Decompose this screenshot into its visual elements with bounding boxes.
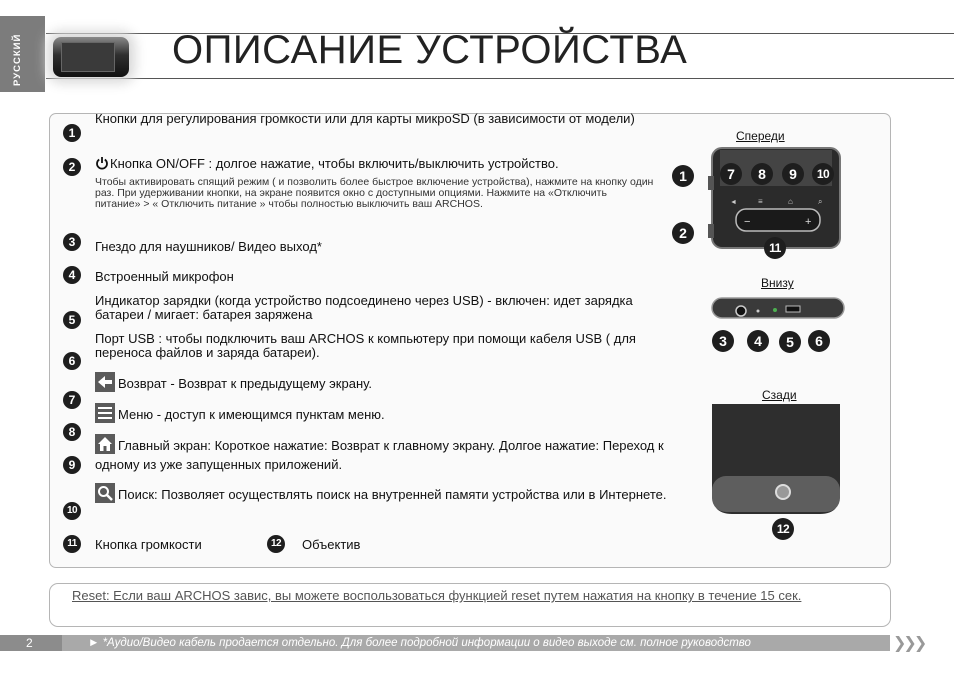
- item-text: Меню - доступ к имеющимся пунктам меню.: [95, 403, 675, 423]
- device-thumbnail: [53, 37, 129, 77]
- reset-note-box: [49, 583, 891, 627]
- item-text: Индикатор зарядки (когда устройство подсоединено через USB) - включен: идет зарядка батареи / мигает: батарея заряжена: [95, 293, 633, 322]
- footer-text: ► *Аудио/Видео кабель продается отдельно. Для более подробной информации о видео выходе см. полное руководство: [88, 637, 751, 649]
- item-number: 12: [267, 535, 285, 553]
- item-text: Порт USB : чтобы подключить ваш ARCHOS к компьютеру при помощи кабеля USB ( для переноса файлов и заряда батареи).: [95, 331, 636, 360]
- callout-number: 1: [672, 165, 694, 187]
- callout-number: 9: [782, 163, 804, 185]
- item-text: Встроенный микрофон: [95, 269, 234, 284]
- callout-number: 12: [772, 518, 794, 540]
- svg-text:−: −: [744, 216, 751, 228]
- page-title: ОПИСАНИЕ УСТРОЙСТВА: [172, 28, 688, 72]
- item-text: Кнопка громкости: [95, 537, 202, 552]
- item-text: Главный экран: Короткое нажатие: Возврат к главному экрану. Долгое нажатие: Переход к одному из уже запущенных приложений.: [95, 434, 680, 474]
- caption-bottom: Внизу: [761, 276, 794, 290]
- item-number: 2: [63, 158, 81, 176]
- language-tab: [0, 16, 45, 92]
- device-bottom-illustration: [710, 296, 846, 324]
- svg-text:⌂: ⌂: [788, 197, 793, 206]
- item-number: 9: [63, 456, 81, 474]
- caption-back: Сзади: [762, 388, 797, 402]
- svg-text:+: +: [805, 216, 812, 228]
- item-number: 8: [63, 423, 81, 441]
- search-icon: [95, 483, 115, 503]
- menu-icon: [95, 403, 115, 423]
- caption-front: Спереди: [736, 129, 785, 143]
- svg-text:⌕: ⌕: [818, 197, 823, 206]
- item-number: 5: [63, 311, 81, 329]
- device-back-illustration: [708, 404, 844, 516]
- item-number: 10: [63, 502, 81, 520]
- header-bottom-rule: [46, 78, 954, 79]
- svg-text:≡: ≡: [758, 197, 763, 206]
- item-number: 11: [63, 535, 81, 553]
- item-number: 1: [63, 124, 81, 142]
- callout-number: 6: [808, 330, 830, 352]
- item-text: Гнездо для наушников/ Видео выход*: [95, 239, 322, 254]
- item-number: 3: [63, 233, 81, 251]
- callout-number: 11: [764, 237, 786, 259]
- reset-note: Reset: Если ваш ARCHOS завис, вы можете воспользоваться функцией reset путем нажатия на кнопку в течение 15 сек.: [72, 588, 802, 603]
- page-number: 2: [0, 635, 62, 651]
- item-text: Кнопки для регулирования громкости или для карты микроSD (в зависимости от модели): [95, 111, 635, 126]
- item-number: 6: [63, 352, 81, 370]
- item-note: Чтобы активировать спящий режим ( и позволить более быстрое включение устройства), нажмите на кнопку один раз. При удерживании кнопки, на экране появится окно с доступными опциями. Нажмите на «Отключить питание» > « Отключить питание » чтобы полностью выключить ваш ARCHOS.: [95, 176, 654, 210]
- language-label: РУССКИЙ: [12, 33, 23, 86]
- callout-number: 3: [712, 330, 734, 352]
- callout-number: 10: [812, 163, 834, 185]
- item-text: Объектив: [302, 537, 361, 552]
- item-text: Возврат - Возврат к предыдущему экрану.: [95, 372, 675, 392]
- back-icon: [95, 372, 115, 392]
- item-text: Поиск: Позволяет осуществлять поиск на внутренней памяти устройства или в Интернете.: [95, 483, 680, 504]
- callout-number: 2: [672, 222, 694, 244]
- callout-number: 4: [747, 330, 769, 352]
- home-icon: [95, 434, 115, 454]
- item-number: 4: [63, 266, 81, 284]
- callout-number: 7: [720, 163, 742, 185]
- item-text: Кнопка ON/OFF : долгое нажатие, чтобы включить/выключить устройство.: [95, 156, 675, 171]
- svg-text:◄: ◄: [730, 199, 737, 206]
- callout-number: 5: [779, 331, 801, 353]
- item-number: 7: [63, 391, 81, 409]
- power-icon: [95, 156, 109, 170]
- callout-number: 8: [751, 163, 773, 185]
- chevron-right-icon: ❯❯❯: [893, 635, 925, 652]
